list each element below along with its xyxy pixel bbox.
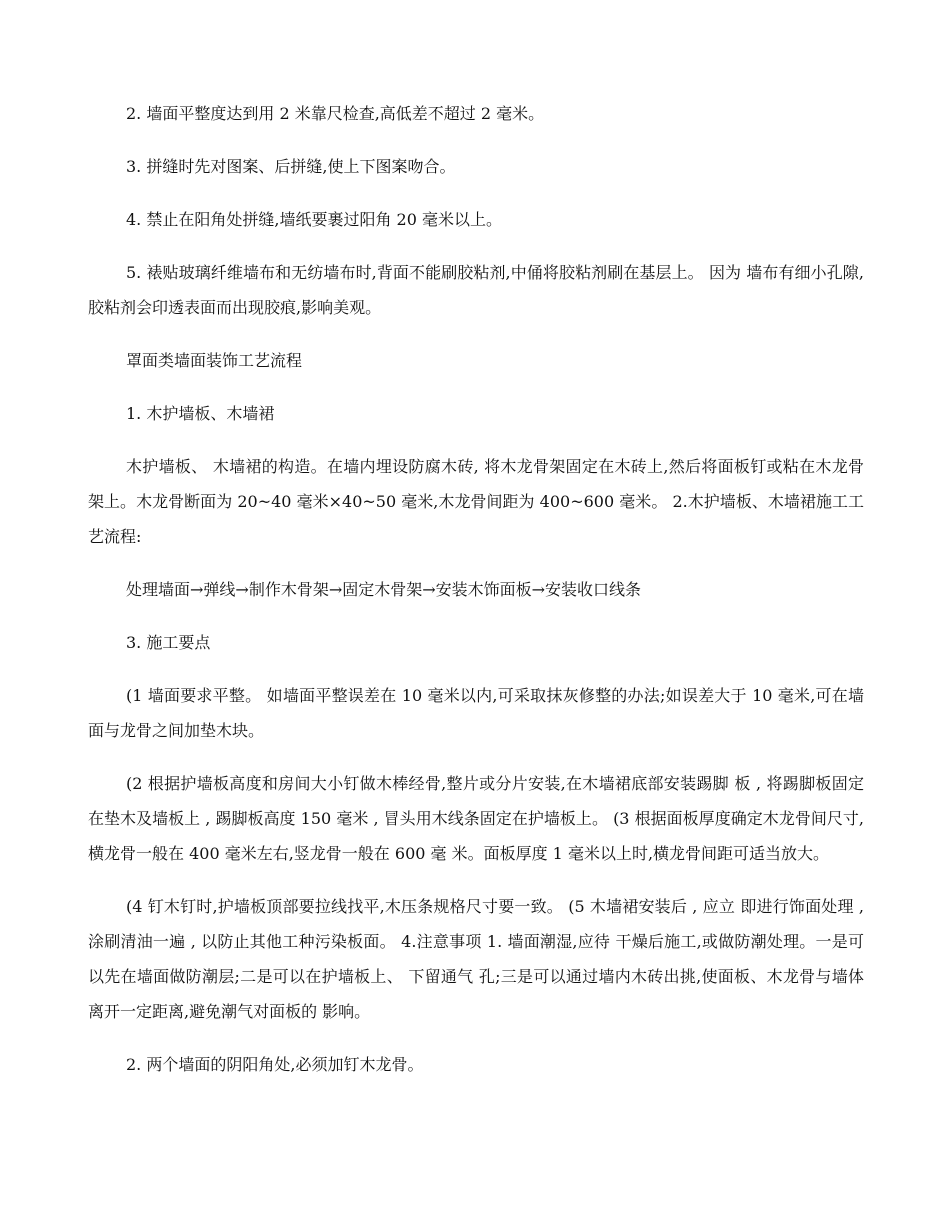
subheading-key-points: 3. 施工要点	[126, 633, 211, 652]
document-page	[88, 96, 864, 1100]
paragraph-point-4-5: (4 钉木钉时,护墙板顶部要拉线找平,木压条规格尺寸要一致。 (5 木墙裙安装后 , 应立 即进行饰面处理 , 涂刷清油一遍 , 以防止其他工种污染板面。 4.注意事项 1. 墙面潮湿,应待 干燥后施工,或做防潮处理。一是可以先在墙面做防潮层;二是可以在护墙板上、 下留通气 孔;三是可以通过墙内木砖出挑,使面板、木龙骨与墙体离开一定距离,避免潮气对面板的 影响。	[88, 897, 864, 1021]
paragraph-external-corner: 4. 禁止在阳角处拼缝,墙纸要裹过阳角 20 毫米以上。	[126, 210, 502, 229]
paragraph-fiberglass-cloth: 5. 裱贴玻璃纤维墙布和无纺墙布时,背面不能刷胶粘剂,中俑将胶粘剂刷在基层上。 因为 墙布有细小孔隙,胶粘剂会印透表面而出现胶痕,影响美观。	[88, 263, 864, 317]
paragraph-seam-pattern: 3. 拼缝时先对图案、后拼缝,使上下图案吻合。	[126, 157, 456, 176]
subheading-wood-panel: 1. 木护墙板、木墙裙	[126, 404, 275, 423]
paragraph-point-2-3: (2 根据护墙板高度和房间大小钉做木棒经骨,整片或分片安装,在木墙裙底部安装踢脚 板 , 将踢脚板固定在垫木及墙板上 , 踢脚板高度 150 毫米 , 冒头用木线条固定在护墙板上。 (3 根据面板厚度确定木龙骨间尺寸,横龙骨一般在 400 毫米左右,竖龙骨一般在 600 毫 米。面板厚度 1 毫米以上时,横龙骨间距可适当放大。	[88, 774, 864, 863]
paragraph-process-flow: 处理墙面→弹线→制作木骨架→固定木骨架→安装木饰面板→安装收口线条	[126, 580, 642, 599]
paragraph-construction: 木护墙板、 木墙裙的构造。在墙内埋设防腐木砖, 将木龙骨架固定在木砖上,然后将面板钉或粘在木龙骨架上。木龙骨断面为 20~40 毫米×40~50 毫米,木龙骨间距为 400~600 毫米。 2.木护墙板、木墙裙施工工艺流程:	[88, 457, 864, 546]
paragraph-point-1: (1 墙面要求平整。 如墙面平整误差在 10 毫米以内,可采取抹灰修整的办法;如误差大于 10 毫米,可在墙面与龙骨之间加垫木块。	[88, 686, 864, 740]
section-heading: 罩面类墙面装饰工艺流程	[126, 351, 303, 370]
paragraph-corner-keel: 2. 两个墙面的阴阳角处,必须加钉木龙骨。	[126, 1055, 424, 1074]
paragraph-flatness: 2. 墙面平整度达到用 2 米靠尺检查,高低差不超过 2 毫米。	[126, 104, 545, 123]
